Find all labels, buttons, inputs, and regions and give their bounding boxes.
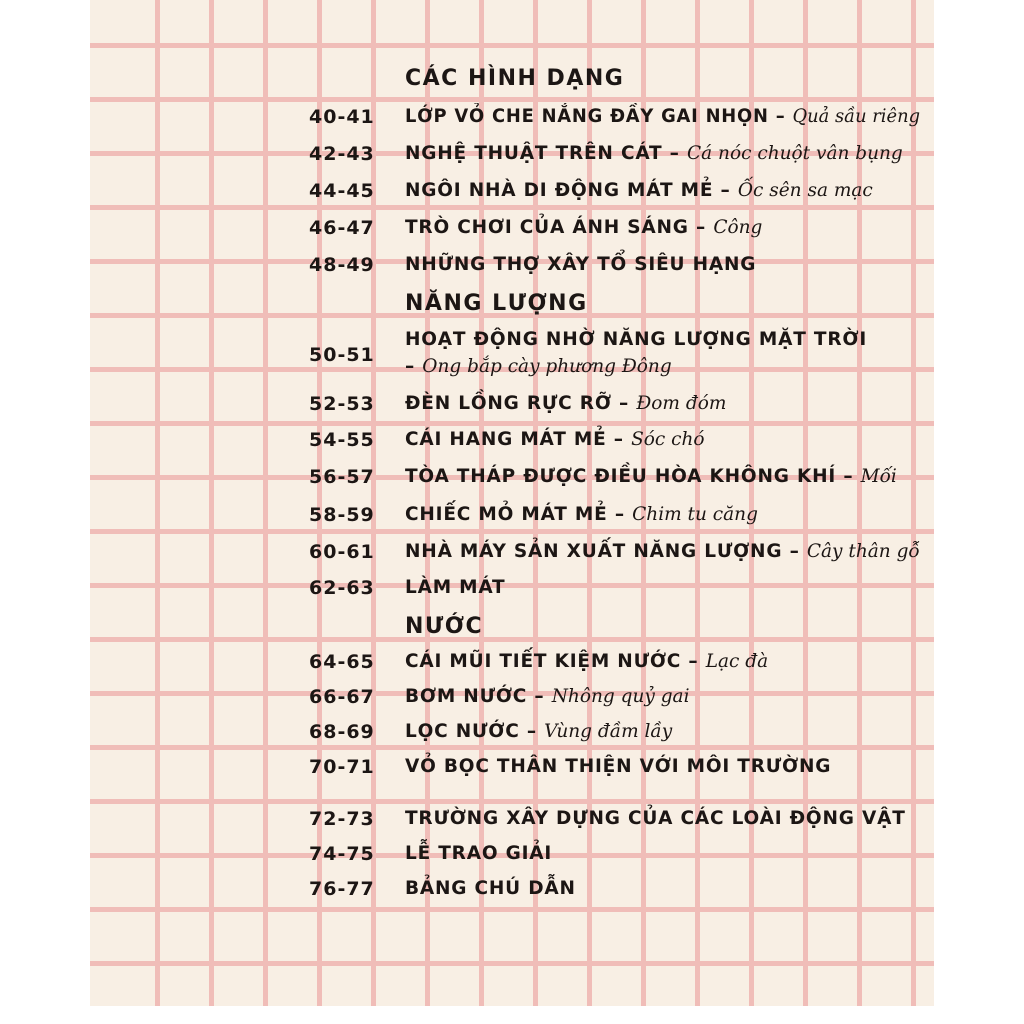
toc-entry-continuation: – Ong bắp cày phương Đông [405, 356, 672, 377]
toc-page-range: 72-73 [309, 808, 375, 830]
toc-entry: NGÔI NHÀ DI ĐỘNG MÁT MẺ – Ốc sên sa mạc [405, 180, 873, 201]
toc-page-range: 48-49 [309, 254, 375, 276]
toc-page-range: 58-59 [309, 504, 375, 526]
section-heading-shapes: CÁC HÌNH DẠNG [405, 66, 625, 91]
toc-entry-title: BẢNG CHÚ DẪN [405, 878, 576, 899]
toc-entry-title: CHIẾC MỎ MÁT MẺ [405, 504, 608, 525]
toc-entry: LỌC NƯỚC – Vùng đầm lầy [405, 721, 673, 742]
toc-entry: CÁI MŨI TIẾT KIỆM NƯỚC – Lạc đà [405, 651, 769, 672]
toc-page-range: 68-69 [309, 721, 375, 743]
toc-entry: LỚP VỎ CHE NẮNG ĐẦY GAI NHỌN – Quả sầu riêng [405, 106, 921, 127]
section-heading-energy: NĂNG LƯỢNG [405, 291, 588, 316]
toc-entry-title: BƠM NƯỚC [405, 686, 528, 707]
toc-page-range: 62-63 [309, 577, 375, 599]
toc-entry-title: LỌC NƯỚC [405, 721, 520, 742]
toc-entry: CHIẾC MỎ MÁT MẺ – Chim tu căng [405, 504, 758, 525]
grid-paper-page [90, 0, 934, 1006]
toc-entry: NGHỆ THUẬT TRÊN CÁT – Cá nóc chuột vân bụng [405, 143, 903, 164]
toc-entry: CÁI HANG MÁT MẺ – Sóc chó [405, 429, 705, 450]
toc-entry-subtitle: Quả sầu riêng [792, 106, 921, 127]
toc-page-range: 76-77 [309, 878, 375, 900]
toc-entry-title: HOẠT ĐỘNG NHỜ NĂNG LƯỢNG MẶT TRỜI [405, 329, 868, 350]
toc-entry-subtitle: Ong bắp cày phương Đông [422, 356, 672, 377]
toc-entry: TÒA THÁP ĐƯỢC ĐIỀU HÒA KHÔNG KHÍ – Mối [405, 466, 897, 487]
toc-entry-title: VỎ BỌC THÂN THIỆN VỚI MÔI TRƯỜNG [405, 756, 832, 777]
toc-entry-subtitle: Cây thân gỗ [806, 541, 920, 562]
toc-entry-subtitle: Mối [860, 466, 897, 487]
toc-page-range: 50-51 [309, 344, 375, 366]
toc-entry-title: CÁI MŨI TIẾT KIỆM NƯỚC [405, 651, 682, 672]
toc-entry-title: LỚP VỎ CHE NẮNG ĐẦY GAI NHỌN [405, 106, 769, 127]
section-heading-water: NƯỚC [405, 614, 484, 639]
toc-page-range: 40-41 [309, 106, 375, 128]
toc-entry: ĐÈN LỒNG RỰC RỠ – Đom đóm [405, 393, 727, 414]
toc-page-range: 64-65 [309, 651, 375, 673]
toc-entry-subtitle: Chim tu căng [632, 504, 758, 525]
toc-entry-title: NHÀ MÁY SẢN XUẤT NĂNG LƯỢNG [405, 541, 783, 562]
toc-page-range: 56-57 [309, 466, 375, 488]
toc-entry-subtitle: Nhông quỷ gai [551, 686, 690, 707]
toc-entry-subtitle: Cá nóc chuột vân bụng [686, 143, 903, 164]
toc-page-range: 60-61 [309, 541, 375, 563]
toc-page-range: 70-71 [309, 756, 375, 778]
toc-entry-title: NGÔI NHÀ DI ĐỘNG MÁT MẺ [405, 180, 714, 201]
toc-page-range: 74-75 [309, 843, 375, 865]
toc-entry-title: NGHỆ THUẬT TRÊN CÁT [405, 143, 663, 164]
toc-page-range: 54-55 [309, 429, 375, 451]
toc-entry-subtitle: Ốc sên sa mạc [737, 180, 873, 201]
toc-entry-subtitle: Vùng đầm lầy [544, 721, 673, 742]
toc-entry: BƠM NƯỚC – Nhông quỷ gai [405, 686, 690, 707]
toc-entry-title: CÁI HANG MÁT MẺ [405, 429, 607, 450]
toc-page-range: 52-53 [309, 393, 375, 415]
toc-entry-title: NHỮNG THỢ XÂY TỔ SIÊU HẠNG [405, 254, 757, 275]
toc-entry-subtitle: Đom đóm [636, 393, 727, 414]
toc-entry-subtitle: Lạc đà [705, 651, 769, 672]
toc-entry-title: TÒA THÁP ĐƯỢC ĐIỀU HÒA KHÔNG KHÍ [405, 466, 837, 487]
toc-entry-title: LỄ TRAO GIẢI [405, 843, 553, 864]
toc-page-range: 44-45 [309, 180, 375, 202]
toc-entry-title: TRƯỜNG XÂY DỰNG CỦA CÁC LOÀI ĐỘNG VẬT [405, 808, 906, 829]
toc-page-range: 66-67 [309, 686, 375, 708]
toc-entry-title: TRÒ CHƠI CỦA ÁNH SÁNG [405, 217, 689, 238]
toc-entry-title: LÀM MÁT [405, 577, 506, 598]
toc-entry-subtitle: Công [713, 217, 763, 238]
toc-entry: TRÒ CHƠI CỦA ÁNH SÁNG – Công [405, 217, 763, 238]
toc-entry: NHÀ MÁY SẢN XUẤT NĂNG LƯỢNG – Cây thân gỗ [405, 541, 920, 562]
toc-page-range: 46-47 [309, 217, 375, 239]
toc-page-range: 42-43 [309, 143, 375, 165]
toc-entry-subtitle: Sóc chó [631, 429, 705, 450]
toc-entry-title: ĐÈN LỒNG RỰC RỠ [405, 393, 612, 414]
